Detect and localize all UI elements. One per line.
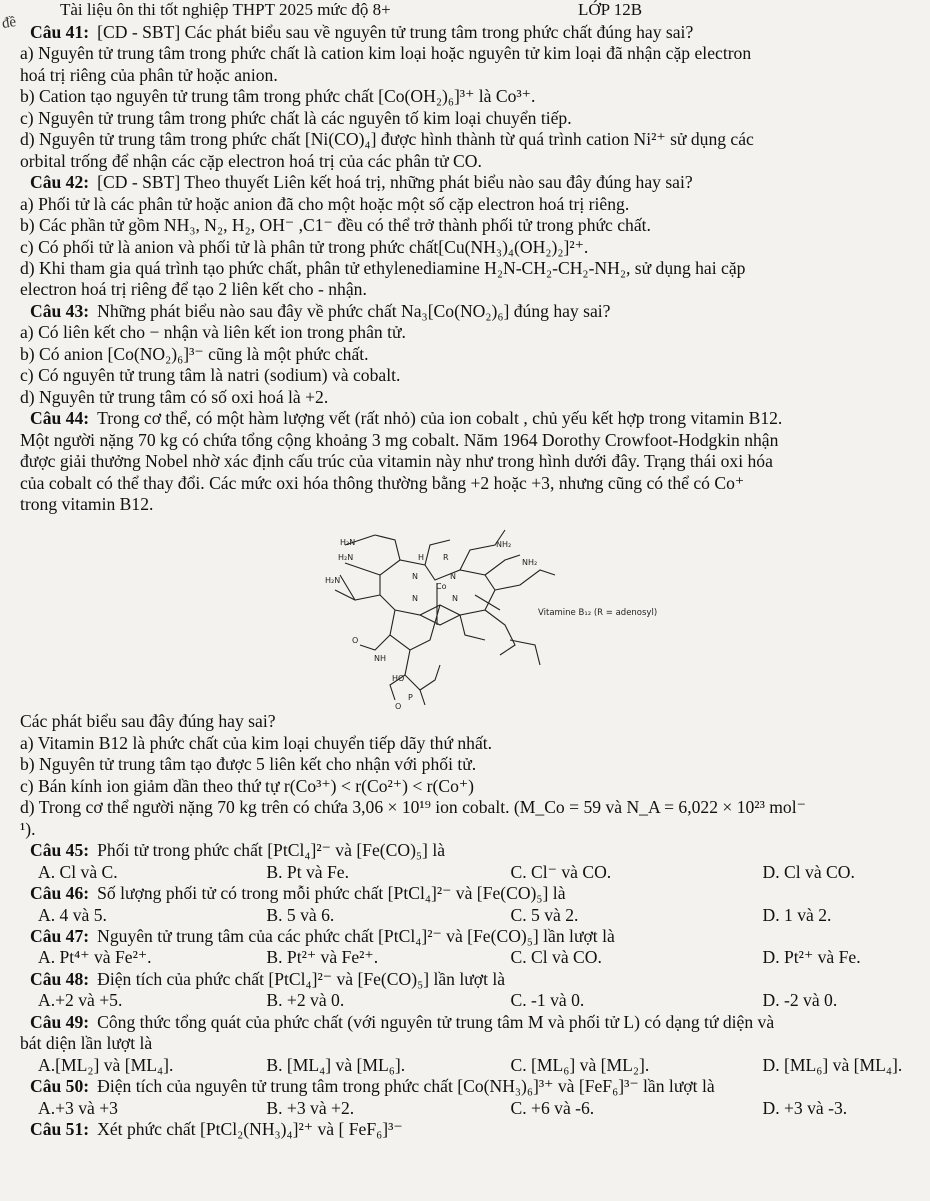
question-stem: [20, 172, 920, 193]
label-h2n-1: H₂N: [340, 538, 356, 548]
option-d: D. [ML₆] và [ML₄].: [762, 1054, 903, 1075]
label-nh: NH: [374, 654, 386, 664]
statement: b) Nguyên tử trung tâm tạo được 5 liên kết cho nhận với phối tử.: [20, 754, 477, 775]
label-nh2-2: NH₂: [522, 558, 538, 568]
statement: electron hoá trị riêng để tạo 2 liên kết cho - nhận.: [20, 279, 367, 300]
question-text: Số lượng phối tử có trong mỗi phức chất [PtCl₄]²⁻ và [Fe(CO)₅] là: [97, 883, 566, 904]
statement: d) Nguyên tử trung tâm trong phức chất [Ni(CO)₄] được hình thành từ quá trình cation Ni²⁺ sử dụng các: [20, 129, 754, 150]
vitamin-b12-structure-drawing: [300, 515, 660, 711]
question-44: [20, 408, 920, 840]
question-47: [20, 926, 920, 969]
figure-caption: Vitamine B₁₂ (R = adenosyl): [538, 608, 658, 619]
header-class: LỚP 12B: [578, 0, 643, 19]
option-a: A. Pt⁴⁺ và Fe²⁺.: [38, 947, 152, 968]
question-stem: [20, 1076, 920, 1097]
answer-options: [20, 1098, 920, 1119]
question-stem: [20, 840, 920, 861]
option-a: A.+2 và +5.: [38, 990, 123, 1011]
question-number: Câu 47:: [30, 925, 90, 946]
page-header: [60, 0, 920, 22]
vitamin-b12-structure-figure: [20, 515, 920, 711]
label-n4: N: [452, 594, 458, 604]
question-text-cont: bát diện lần lượt là: [20, 1033, 153, 1054]
option-c: C. +6 và -6.: [510, 1097, 595, 1118]
paragraph-line: Các phát biểu sau đây đúng hay sai?: [20, 711, 276, 732]
question-50: [20, 1076, 920, 1119]
question-number: Câu 43:: [30, 300, 90, 321]
question-number: Câu 50:: [30, 1076, 90, 1097]
option-c: C. [ML₆] và [ML₂].: [510, 1054, 650, 1075]
question-text: Điện tích của nguyên tử trung tâm trong phức chất [Co(NH₃)₆]³⁺ và [FeF₆]³⁻ lần lượt là: [97, 1076, 715, 1097]
label-h2n-2: H₂N: [338, 553, 354, 563]
option-d: D. Cl và CO.: [762, 861, 855, 882]
label-o: O: [352, 636, 359, 646]
paragraph-line: trong vitamin B12.: [20, 493, 154, 514]
question-text: Công thức tổng quát của phức chất (với nguyên tử trung tâm M và phối tử L) có dạng tứ diện và: [97, 1011, 775, 1032]
option-a: A. 4 và 5.: [38, 904, 107, 925]
label-o2: O: [395, 702, 402, 712]
statement: c) Có phối tử là anion và phối tử là phân tử trong phức chất[Cu(NH₃)₄(OH₂)₂]²⁺.: [20, 236, 589, 257]
question-41: [20, 22, 920, 172]
option-b: B. +3 và +2.: [266, 1097, 355, 1118]
statement: b) Cation tạo nguyên tử trung tâm trong phức chất [Co(OH₂)₆]³⁺ là Co³⁺.: [20, 86, 536, 107]
label-n3: N: [412, 594, 418, 604]
label-n2: N: [450, 572, 456, 582]
option-a: A.+3 và +3: [38, 1097, 118, 1118]
label-ho: HO: [392, 674, 405, 684]
question-number: Câu 42:: [30, 172, 90, 193]
statement: c) Nguyên tử trung tâm trong phức chất là các nguyên tố kim loại chuyển tiếp.: [20, 107, 572, 128]
statement: c) Bán kính ion giảm dần theo thứ tự r(Co³⁺) < r(Co²⁺) < r(Co⁺): [20, 775, 475, 796]
answer-options: [20, 1055, 920, 1076]
label-r: R: [443, 553, 449, 563]
question-stem: [20, 883, 920, 904]
label-h: H: [418, 553, 425, 563]
statement: ¹).: [20, 818, 36, 839]
question-51: [20, 1119, 920, 1140]
question-text: Nguyên tử trung tâm của các phức chất [PtCl₄]²⁻ và [Fe(CO)₅] lần lượt là: [97, 925, 615, 946]
question-43: [20, 301, 920, 408]
paragraph-line: Một người nặng 70 kg có chứa tổng cộng khoảng 3 mg cobalt. Năm 1964 Dorothy Crowfoot-Hodgkin nhận: [20, 429, 779, 450]
question-48: [20, 969, 920, 1012]
option-a: A. Cl và C.: [38, 861, 118, 882]
option-c: C. Cl⁻ và CO.: [510, 861, 612, 882]
label-p: P: [408, 693, 413, 703]
question-number: Câu 49:: [30, 1011, 90, 1032]
statement: b) Các phần tử gồm NH₃, N₂, H₂, OH⁻ ,C1⁻ đều có thể trở thành phối tử trong phức chất.: [20, 215, 651, 236]
option-d: D. -2 và 0.: [762, 990, 838, 1011]
question-text: Trong cơ thể, có một hàm lượng vết (rất nhỏ) của ion cobalt , chủ yếu kết hợp trong vitamin B12.: [97, 408, 783, 429]
questions-body: [20, 22, 920, 1140]
question-text: Phối tử trong phức chất [PtCl₄]²⁻ và [Fe(CO)₅] là: [97, 840, 446, 861]
option-d: D. 1 và 2.: [762, 904, 832, 925]
question-46: [20, 883, 920, 926]
question-text: Điện tích của phức chất [PtCl₄]²⁻ và [Fe(CO)₅] lần lượt là: [97, 968, 506, 989]
answer-options: [20, 905, 920, 926]
option-b: B. Pt và Fe.: [266, 861, 349, 882]
option-b: B. 5 và 6.: [266, 904, 335, 925]
question-text: [CD - SBT] Các phát biểu sau về nguyên tử trung tâm trong phức chất đúng hay sai?: [97, 22, 694, 42]
label-nh2-1: NH₂: [496, 540, 512, 550]
question-stem: [20, 301, 920, 322]
question-text: [CD - SBT] Theo thuyết Liên kết hoá trị, những phát biểu nào sau đây đúng hay sai?: [97, 172, 693, 193]
statement: hoá trị riêng của phân tử hoặc anion.: [20, 64, 278, 85]
statement: a) Phối tử là các phân tử hoặc anion đã cho một hoặc một số cặp electron hoá trị riêng.: [20, 193, 630, 214]
question-text: Xét phức chất [PtCl₂(NH₃)₄]²⁺ và [ FeF₆]³⁻: [97, 1119, 403, 1140]
header-title: Tài liệu ôn thi tốt nghiệp THPT 2025 mức độ 8+: [60, 0, 391, 19]
statement: b) Có anion [Co(NO₂)₆]³⁻ cũng là một phức chất.: [20, 343, 369, 364]
answer-options: [20, 947, 920, 968]
option-a: A.[ML₂] và [ML₄].: [38, 1054, 174, 1075]
label-co: Co: [436, 582, 447, 592]
statement: d) Trong cơ thể người nặng 70 kg trên có chứa 3,06 × 10¹⁹ ion cobalt. (M_Co = 59 và N_A = 6,022 × 10²³ mol⁻: [20, 797, 806, 818]
answer-options: [20, 990, 920, 1011]
question-number: Câu 45:: [30, 840, 90, 861]
question-stem: [20, 1119, 920, 1140]
statement: a) Có liên kết cho − nhận và liên kết ion trong phân tử.: [20, 322, 406, 343]
statement: a) Nguyên tử trung tâm trong phức chất là cation kim loại hoặc nguyên tử kim loại đã nhận cặp electron: [20, 43, 752, 64]
option-d: D. Pt²⁺ và Fe.: [762, 947, 861, 968]
question-number: Câu 44:: [30, 408, 90, 429]
question-42: [20, 172, 920, 301]
question-text: Những phát biểu nào sau đây về phức chất Na₃[Co(NO₂)₆] đúng hay sai?: [97, 300, 611, 321]
question-45: [20, 840, 920, 883]
label-n1: N: [412, 572, 418, 582]
option-c: C. Cl và CO.: [510, 947, 602, 968]
statement: a) Vitamin B12 là phức chất của kim loại chuyển tiếp dãy thứ nhất.: [20, 732, 493, 753]
option-c: C. -1 và 0.: [510, 990, 585, 1011]
corner-mark: đề: [0, 14, 18, 32]
question-number: Câu 48:: [30, 968, 90, 989]
statement: orbital trống để nhận các cặp electron hoá trị của các phân tử CO.: [20, 150, 482, 171]
question-stem: [20, 408, 920, 429]
question-stem: [20, 969, 920, 990]
option-c: C. 5 và 2.: [510, 904, 579, 925]
question-number: Câu 51:: [30, 1119, 90, 1140]
option-b: B. Pt²⁺ và Fe²⁺.: [266, 947, 379, 968]
question-stem: [20, 22, 920, 43]
question-stem: [20, 1012, 920, 1033]
option-b: B. +2 và 0.: [266, 990, 345, 1011]
question-stem: [20, 926, 920, 947]
answer-options: [20, 862, 920, 883]
question-49: [20, 1012, 920, 1076]
statement: d) Nguyên tử trung tâm có số oxi hoá là +2.: [20, 386, 329, 407]
paragraph-line: của cobalt có thể thay đổi. Các mức oxi hóa thông thường bằng +2 hoặc +3, nhưng cũng có thể có Co⁺: [20, 472, 745, 493]
paragraph-line: được giải thưởng Nobel nhờ xác định cấu trúc của vitamin này như trong hình dưới đây. Trạng thái oxi hóa: [20, 451, 773, 472]
statement: c) Có nguyên tử trung tâm là natri (sodium) và cobalt.: [20, 365, 401, 386]
question-number: Câu 41:: [30, 22, 90, 42]
option-b: B. [ML₄] và [ML₆].: [266, 1054, 406, 1075]
question-number: Câu 46:: [30, 883, 90, 904]
statement: d) Khi tham gia quá trình tạo phức chất, phân tử ethylenediamine H₂N-CH₂-CH₂-NH₂, sử dụng hai cặp: [20, 257, 746, 278]
label-h2n-3: H₂N: [325, 576, 341, 586]
option-d: D. +3 và -3.: [762, 1097, 848, 1118]
